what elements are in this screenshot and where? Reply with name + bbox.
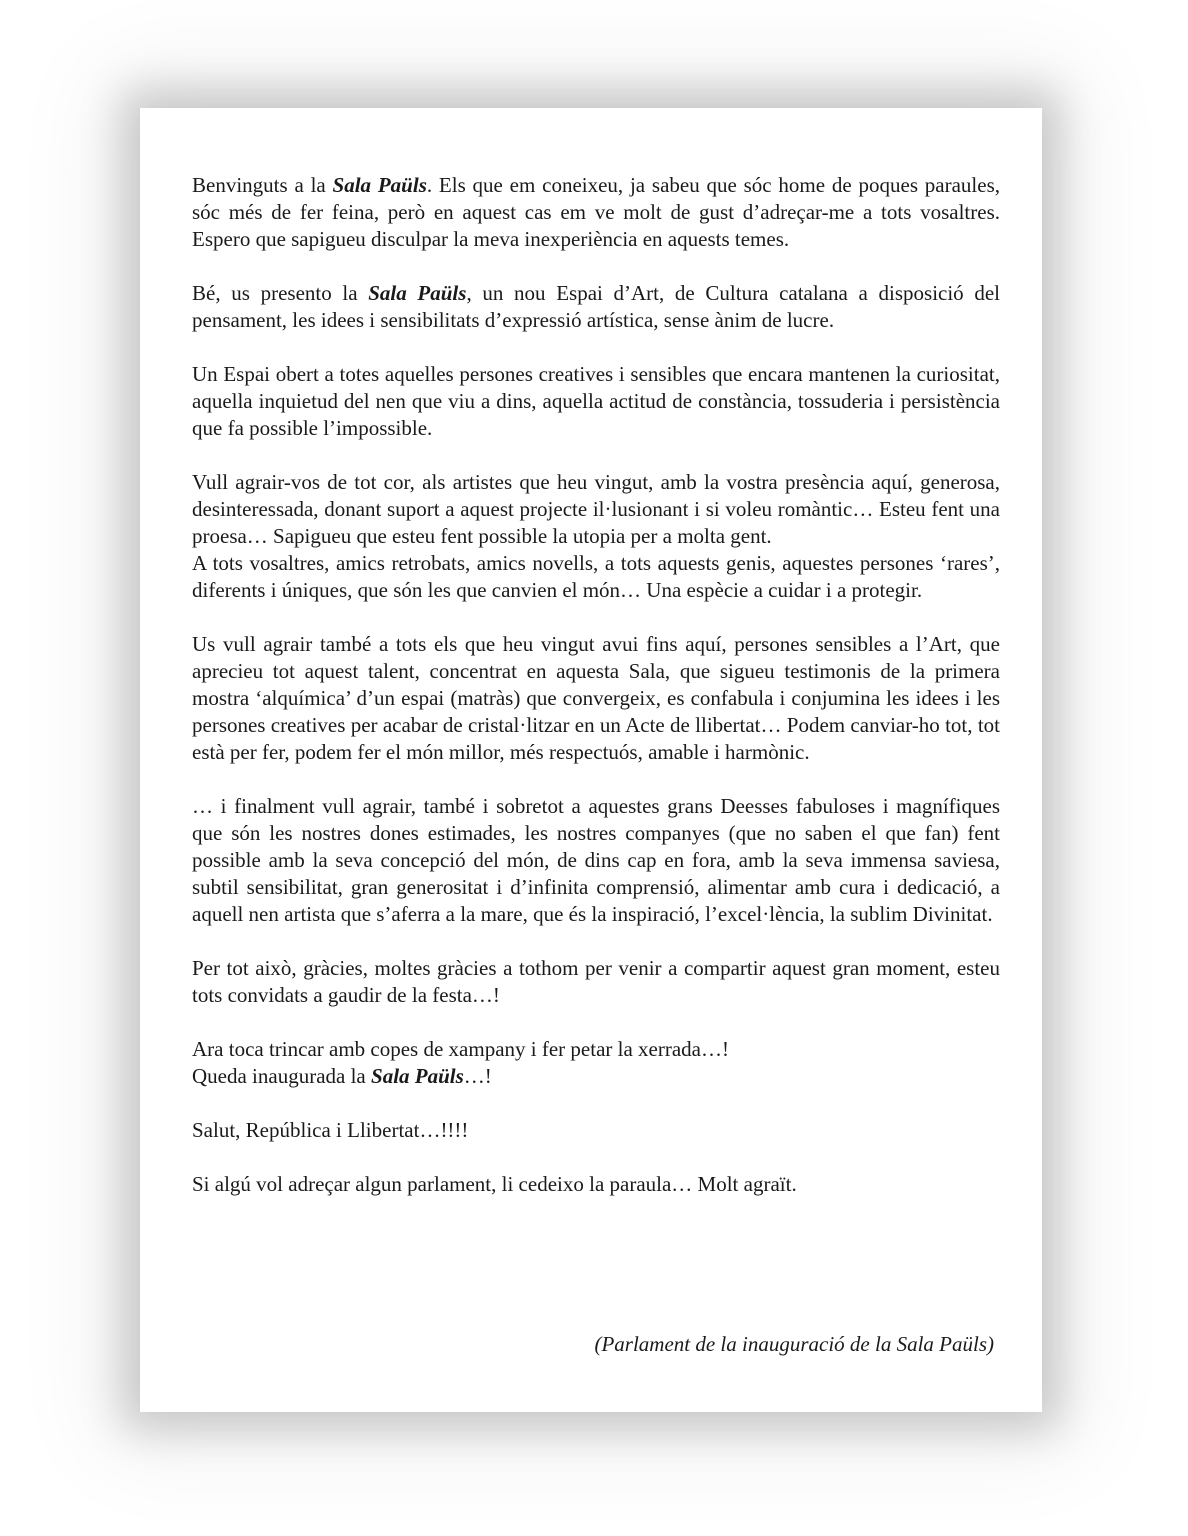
speech-attribution: (Parlament de la inauguració de la Sala Paüls)	[594, 1332, 994, 1356]
paragraph-thanks-visitors: Us vull agrair també a tots els que heu vingut avui fins aquí, persones sensibles a l’Art, que aprecieu tot aquest talent, concentrat en aquesta Sala, que sigueu testimonis de la primera mostra ‘alquímica’ d’un espai (matràs) que convergeix, es confabula i conjumina les idees i les persones creatives per acabar de cristal·litzar en un Acte de llibertat… Podem canviar-ho tot, tot està per fer, podem fer el món millor, més respectuós, amable i harmònic.	[192, 632, 1000, 764]
paragraph-gratitude: Per tot això, gràcies, moltes gràcies a tothom per venir a compartir aquest gran moment, esteu tots convidats a gaudir de la festa…!	[192, 956, 1000, 1007]
paragraph-friends: A tots vosaltres, amics retrobats, amics novells, a tots aquests genis, aquestes persones ‘rares’, diferents i úniques, que són les que canvien el món… Una espècie a cuidar i a protegir.	[192, 551, 1000, 602]
paragraph-inauguration	[192, 1063, 1000, 1090]
paragraph-welcome-text-c: . Els que em coneixeu, ja sabeu que sóc home de poques paraules, sóc més de fer feina, però en aquest cas em ve molt de gust d’adreçar-me a tots vosaltres. Espero que sapigueu disculpar la meva inexperiència en aquests temes.	[192, 173, 1000, 251]
page	[140, 108, 1042, 1412]
paragraph-welcome	[192, 172, 1000, 253]
paragraph-presentation-text-c: , un nou Espai d’Art, de Cultura catalana a disposició del pensament, les idees i sensibilitats d’expressió artística, sense ànim de lucre.	[192, 281, 1001, 332]
sala-pauls-name: Sala Paüls	[368, 281, 467, 305]
paragraph-closing: Si algú vol adreçar algun parlament, li cedeixo la paraula… Molt agraït.	[192, 1172, 797, 1196]
paragraph-thanks-artists: Vull agrair-vos de tot cor, als artistes que heu vingut, amb la vostra presència aquí, generosa, desinteressada, donant suport a aquest projecte il·lusionant i si voleu romàntic… Esteu fent una proesa… Sapigueu que esteu fent possible la utopia per a molta gent.	[192, 470, 1000, 548]
paragraph-presentation	[192, 280, 1000, 334]
document-sheet	[140, 108, 1042, 1412]
paragraph-welcome-text-a: Benvinguts a la	[192, 173, 333, 197]
sala-pauls-name: Sala Paüls	[332, 173, 427, 197]
paragraph-open-space: Un Espai obert a totes aquelles persones creatives i sensibles que encara mantenen la curiositat, aquella inquietud del nen que viu a dins, aquella actitud de constància, tossuderia i persistència que fa possible l’impossible.	[192, 362, 1000, 440]
paragraph-toast: Ara toca trincar amb copes de xampany i fer petar la xerrada…!	[192, 1037, 729, 1061]
paragraph-inauguration-text-c: …!	[463, 1064, 492, 1088]
paragraph-inauguration-text-a: Queda inaugurada la	[192, 1064, 372, 1088]
paragraph-thanks-partners: … i finalment vull agrair, també i sobretot a aquestes grans Deesses fabuloses i magnífiques que són les nostres dones estimades, les nostres companyes (que no saben el que fan) fent possible amb la seva concepció del món, de dins cap en fora, amb la seva immensa saviesa, subtil sensibilitat, gran generositat i d’infinita comprensió, alimentar amb cura i dedicació, a aquell nen artista que s’aferra a la mare, que és la inspiració, l’excel·lència, la sublim Divinitat.	[192, 794, 1000, 926]
sala-pauls-name: Sala Paüls	[371, 1064, 464, 1088]
paragraph-presentation-text-a: Bé, us presento la	[192, 281, 369, 305]
paragraph-salut: Salut, República i Llibertat…!!!!	[192, 1118, 469, 1142]
speech-body	[192, 172, 1000, 1225]
